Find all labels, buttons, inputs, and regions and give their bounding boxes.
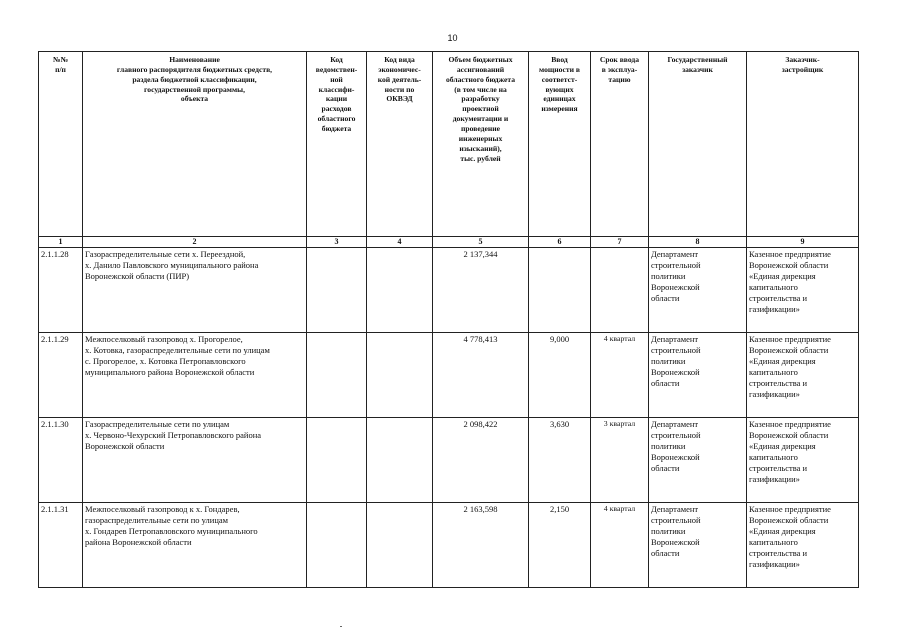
header-vedom-code: Код ведомствен- ной классифи- кации расходов областного бюджета [307, 52, 367, 237]
column-number-row [39, 237, 859, 248]
commission-term: 3 квартал [591, 418, 649, 503]
capacity-value: 2,150 [529, 503, 591, 588]
developer: Казенное предприятие Воронежской области «Единая дирекция капитального строительства и газификации» [747, 333, 859, 418]
state-customer: Департамент строительной политики Воронежской области [649, 333, 747, 418]
budget-amount: 2 098,422 [433, 418, 529, 503]
table-row [39, 503, 859, 588]
header-name: Наименование главного распорядителя бюджетных средств, раздела бюджетной классификации, государственной программы, объекта [83, 52, 307, 237]
vedom-code [307, 418, 367, 503]
row-number: 2.1.1.30 [39, 418, 83, 503]
header-row [39, 52, 859, 237]
column-number: 8 [649, 237, 747, 248]
object-name: Газораспределительные сети х. Переездной, х. Данило Павловского муниципального района Воронежской области (ПИР) [83, 248, 307, 333]
row-number: 2.1.1.31 [39, 503, 83, 588]
commission-term: 4 квартал [591, 333, 649, 418]
column-number: 6 [529, 237, 591, 248]
header-budget-volume: Объем бюджетных ассигнований областного бюджета (в том числе на разработку проектной документации и проведение инженерных изысканий), тыс. рублей [433, 52, 529, 237]
budget-amount: 2 163,598 [433, 503, 529, 588]
object-name: Межпоселковый газопровод х. Прогорелое, х. Котовка, газораспределительные сети по улицам с. Прогорелое, х. Котовка Петропавловского муниципального района Воронежской области [83, 333, 307, 418]
header-commission-term: Срок ввода в эксплуа- тацию [591, 52, 649, 237]
budget-amount: 4 778,413 [433, 333, 529, 418]
table-row [39, 418, 859, 503]
developer: Казенное предприятие Воронежской области «Единая дирекция капитального строительства и газификации» [747, 418, 859, 503]
row-number: 2.1.1.28 [39, 248, 83, 333]
vedom-code [307, 503, 367, 588]
vedom-code [307, 333, 367, 418]
header-capacity: Ввод мощности в соответст- вующих единицах измерения [529, 52, 591, 237]
capital-investment-table [38, 51, 859, 588]
okved-code [367, 503, 433, 588]
okved-code [367, 333, 433, 418]
row-number: 2.1.1.29 [39, 333, 83, 418]
column-number: 9 [747, 237, 859, 248]
capacity-value [529, 248, 591, 333]
page-number: 10 [447, 33, 458, 43]
capacity-value: 3,630 [529, 418, 591, 503]
commission-term [591, 248, 649, 333]
developer: Казенное предприятие Воронежской области «Единая дирекция капитального строительства и газификации» [747, 503, 859, 588]
scan-speck [340, 626, 342, 627]
header-state-customer: Государственный заказчик [649, 52, 747, 237]
vedom-code [307, 248, 367, 333]
developer: Казенное предприятие Воронежской области «Единая дирекция капитального строительства и газификации» [747, 248, 859, 333]
commission-term: 4 квартал [591, 503, 649, 588]
column-number: 7 [591, 237, 649, 248]
header-developer: Заказчик- застройщик [747, 52, 859, 237]
capacity-value: 9,000 [529, 333, 591, 418]
object-name: Газораспределительные сети по улицам х. Червоно-Чехурский Петропавловского района Воронежской области [83, 418, 307, 503]
header-num: №№ п/п [39, 52, 83, 237]
okved-code [367, 418, 433, 503]
state-customer: Департамент строительной политики Воронежской области [649, 248, 747, 333]
table-row [39, 248, 859, 333]
header-okved-code: Код вида экономичес- кой деятель- ности по ОКВЭД [367, 52, 433, 237]
okved-code [367, 248, 433, 333]
budget-amount: 2 137,344 [433, 248, 529, 333]
column-number: 4 [367, 237, 433, 248]
object-name: Межпоселковый газопровод к х. Гондарев, газораспределительные сети по улицам х. Гондарев Петропавловского муниципального района Воронежской области [83, 503, 307, 588]
column-number: 5 [433, 237, 529, 248]
state-customer: Департамент строительной политики Воронежской области [649, 418, 747, 503]
column-number: 3 [307, 237, 367, 248]
column-number: 1 [39, 237, 83, 248]
column-number: 2 [83, 237, 307, 248]
state-customer: Департамент строительной политики Воронежской области [649, 503, 747, 588]
table-row [39, 333, 859, 418]
